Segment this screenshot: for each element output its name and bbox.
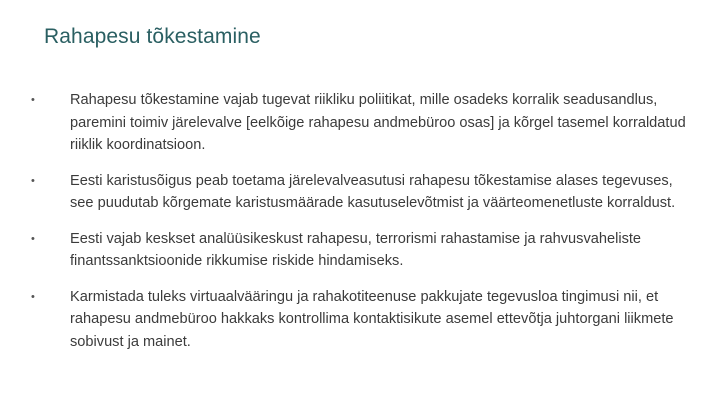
bullet-item — [26, 228, 696, 273]
bullet-marker: • — [31, 94, 35, 106]
slide-title: Rahapesu tõkestamine — [44, 25, 261, 48]
bullet-item — [26, 286, 696, 354]
bullet-text: Karmistada tuleks virtuaalvääringu ja rahakotiteenuse pakkujate tegevusloa tingimusi nii, et rahapesu andmebüroo hakkaks kontrollima kontaktisikute asemel ettevõtja juhtorgani liikmete sobivust ja mainet. — [70, 288, 674, 350]
bullet-marker: • — [31, 290, 35, 303]
bullet-marker: • — [31, 174, 35, 187]
bullet-marker: • — [31, 232, 35, 245]
bullet-item — [26, 170, 696, 215]
bullet-item — [26, 89, 696, 157]
bullet-list — [26, 89, 696, 366]
bullet-text: Eesti vajab keskset analüüsikeskust rahapesu, terrorismi rahastamise ja rahvusvaheliste finantssanktsioonide rikkumise riskide hindamiseks. — [70, 230, 642, 269]
bullet-text: Rahapesu tõkestamine vajab tugevat riikliku poliitikat, mille osadeks korralik seadusandlus, paremini toimiv järelevalve [eelkõige rahapesu andmebüroo osas] ja kõrgel tasemel korraldatud riiklik koordinatsioon. — [70, 92, 686, 153]
bullet-text: Eesti karistusõigus peab toetama järelevalveasutusi rahapesu tõkestamise alases tegevuses, see puudutab kõrgemate karistusmäärade kasutuselevõtmist ja väärteomenetluste korraldust. — [70, 172, 676, 211]
